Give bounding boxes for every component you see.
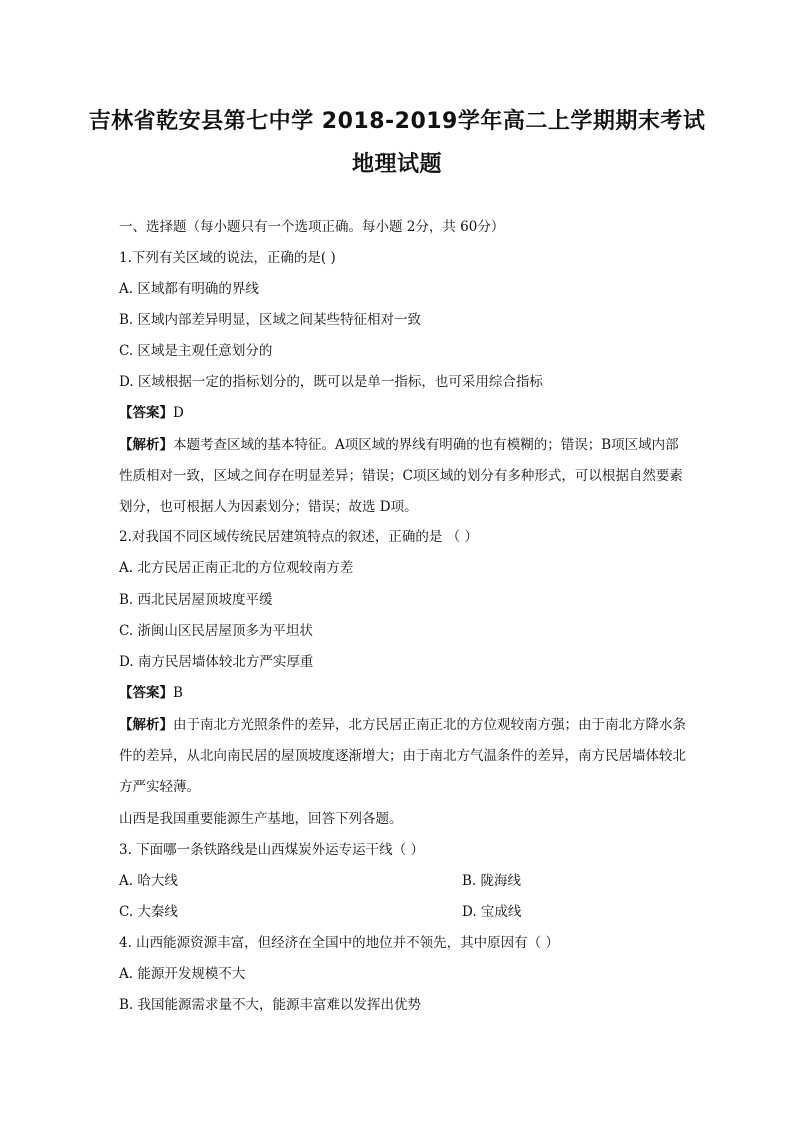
document-subtitle: 地理试题 (351, 152, 442, 177)
answer-label: 【答案】 (119, 685, 173, 701)
question-4-option-a: A. 能源开发规模不大 (119, 966, 246, 982)
question-2-answer (119, 683, 689, 703)
question-1-option-b: B. 区域内部差异明显，区域之间某些特征相对一致 (119, 312, 422, 328)
analysis-label: 【解析】 (119, 437, 173, 453)
question-3-option-b: B. 陇海线 (462, 873, 522, 889)
reading-passage: 山西是我国重要能源生产基地，回答下列各题。 (119, 811, 403, 827)
question-1-answer (119, 403, 689, 423)
question-2-option-c: C. 浙闽山区民居屋顶多为平坦状 (119, 623, 313, 639)
question-2-option-a: A. 北方民居正南正北的方位观较南方差 (119, 560, 354, 576)
question-3-option-row-2 (119, 902, 689, 922)
answer-value: D (173, 405, 184, 421)
question-1-option-a: A. 区域都有明确的界线 (119, 281, 259, 297)
question-3-option-row-1 (119, 871, 689, 891)
question-2-analysis (119, 710, 689, 803)
question-1-analysis (119, 430, 689, 523)
question-4-option-b: B. 我国能源需求量不大，能源丰富难以发挥出优势 (119, 997, 422, 1013)
analysis-text: 由于南北方光照条件的差异，北方民居正南正北的方位观较南方强；由于南北方降水条件的差异，从北向南民居的屋顶坡度逐渐增大；由于南北方气温条件的差异，南方民居墙体较北方严实轻薄。 (119, 717, 686, 795)
question-4-stem: 4. 山西能源资源丰富，但经济在全国中的地位并不领先，其中原因有（ ） (119, 935, 559, 951)
question-2-stem: 2.对我国不同区域传统民居建筑特点的叙述，正确的是 （ ） (119, 529, 478, 545)
section-heading: 一、选择题（每小题只有一个选项正确。每小题 2分，共 60分） (119, 219, 505, 235)
analysis-text: 本题考查区域的基本特征。A项区域的界线有明确的也有模糊的；错误；B项区域内部性质相对一致，区域之间存在明显差异；错误；C项区域的划分有多种形式，可以根据自然要素划分，也可根据人为因素划分；错误；故选 D项。 (119, 437, 683, 515)
question-2-option-d: D. 南方民居墙体较北方严实厚重 (119, 654, 314, 670)
document-title: 吉林省乾安县第七中学 2018-2019学年高二上学期期末考试 (88, 109, 706, 134)
answer-value: B (173, 685, 183, 701)
analysis-label: 【解析】 (119, 717, 173, 733)
question-1-option-c: C. 区域是主观任意划分的 (119, 343, 273, 359)
question-1-option-d: D. 区域根据一定的指标划分的，既可以是单一指标，也可采用综合指标 (119, 374, 543, 390)
question-3-option-d: D. 宝成线 (462, 904, 522, 920)
question-3-option-a: A. 哈大线 (119, 873, 178, 889)
question-2-option-b: B. 西北民居屋顶坡度平缓 (119, 592, 273, 608)
question-3-option-c: C. 大秦线 (119, 904, 178, 920)
answer-label: 【答案】 (119, 405, 173, 421)
question-3-stem: 3. 下面哪一条铁路线是山西煤炭外运专运干线（ ） (119, 842, 424, 858)
question-1-stem: 1.下列有关区域的说法，正确的是( ) (119, 250, 336, 266)
